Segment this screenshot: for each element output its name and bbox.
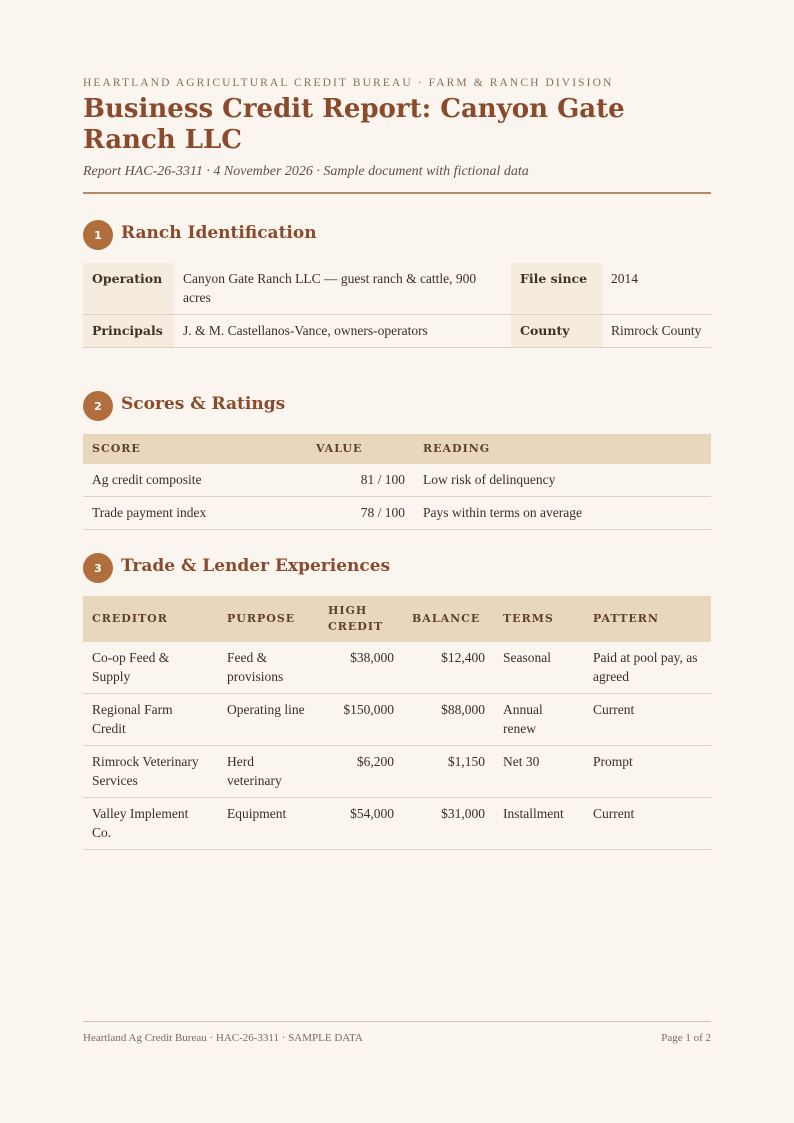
terms: Seasonal (494, 642, 584, 694)
score-reading: Low risk of delinquency (414, 464, 711, 497)
payment-pattern: Paid at pool pay, as agreed (584, 642, 711, 694)
section-number-badge: 1 (83, 220, 113, 250)
score-name: Ag credit composite (83, 464, 307, 497)
creditor-name: Co-op Feed & Supply (83, 642, 218, 694)
high-credit: $54,000 (319, 798, 403, 850)
score-value: 78 / 100 (307, 497, 414, 530)
purpose: Operating line (218, 694, 319, 746)
section-number-badge: 3 (83, 553, 113, 583)
column-header: TERMS (494, 596, 584, 642)
high-credit: $150,000 (319, 694, 403, 746)
section-number-badge: 2 (83, 391, 113, 421)
column-header: HIGH CREDIT (319, 596, 403, 642)
high-credit: $38,000 (319, 642, 403, 694)
terms: Installment (494, 798, 584, 850)
balance: $12,400 (403, 642, 494, 694)
section-heading-scores (83, 391, 711, 423)
balance: $31,000 (403, 798, 494, 850)
table-row (83, 263, 711, 315)
purpose: Feed & provisions (218, 642, 319, 694)
field-label: Operation (83, 263, 174, 315)
column-header: PURPOSE (218, 596, 319, 642)
terms: Annual renew (494, 694, 584, 746)
bureau-name: HEARTLAND AGRICULTURAL CREDIT BUREAU · FARM & RANCH DIVISION (83, 77, 614, 89)
column-header: READING (414, 434, 711, 464)
score-value: 81 / 100 (307, 464, 414, 497)
trade-table (83, 596, 711, 850)
section-heading-trade (83, 553, 711, 585)
payment-pattern: Current (584, 694, 711, 746)
field-label: File since (511, 263, 602, 315)
field-label: Principals (83, 315, 174, 348)
table-header-row (83, 434, 711, 464)
footer-divider (83, 1021, 711, 1022)
section-title: Ranch Identification (121, 223, 317, 243)
table-header-row (83, 596, 711, 642)
creditor-name: Valley Implement Co. (83, 798, 218, 850)
table-row (83, 497, 711, 530)
creditor-name: Rimrock Veterinary Services (83, 746, 218, 798)
payment-pattern: Current (584, 798, 711, 850)
table-row (83, 315, 711, 348)
purpose: Equipment (218, 798, 319, 850)
balance: $1,150 (403, 746, 494, 798)
footer-reference: Heartland Ag Credit Bureau · HAC-26-3311 · SAMPLE DATA (83, 1032, 363, 1044)
field-value: 2014 (602, 263, 711, 315)
field-value: J. & M. Castellanos-Vance, owners-operators (174, 315, 511, 348)
page-number: Page 1 of 2 (661, 1032, 711, 1044)
page-title: Business Credit Report: Canyon Gate Ranch LLC (83, 94, 625, 155)
high-credit: $6,200 (319, 746, 403, 798)
column-header: SCORE (83, 434, 307, 464)
purpose: Herd veterinary (218, 746, 319, 798)
column-header: BALANCE (403, 596, 494, 642)
section-title: Trade & Lender Experiences (121, 556, 391, 576)
creditor-name: Regional Farm Credit (83, 694, 218, 746)
score-name: Trade payment index (83, 497, 307, 530)
identification-table (83, 263, 711, 348)
table-row (83, 642, 711, 694)
section-heading-identification (83, 220, 711, 252)
report-subtitle: Report HAC-26-3311 · 4 November 2026 · Sample document with fictional data (83, 164, 529, 179)
field-value: Rimrock County (602, 315, 711, 348)
column-header: VALUE (307, 434, 414, 464)
section-title: Scores & Ratings (121, 394, 286, 414)
field-label: County (511, 315, 602, 348)
column-header: PATTERN (584, 596, 711, 642)
column-header: CREDITOR (83, 596, 218, 642)
table-row (83, 464, 711, 497)
table-row (83, 746, 711, 798)
field-value: Canyon Gate Ranch LLC — guest ranch & cattle, 900 acres (174, 263, 511, 315)
balance: $88,000 (403, 694, 494, 746)
score-reading: Pays within terms on average (414, 497, 711, 530)
table-row (83, 798, 711, 850)
table-row (83, 694, 711, 746)
header-divider (83, 192, 711, 194)
scores-table (83, 434, 711, 530)
payment-pattern: Prompt (584, 746, 711, 798)
terms: Net 30 (494, 746, 584, 798)
